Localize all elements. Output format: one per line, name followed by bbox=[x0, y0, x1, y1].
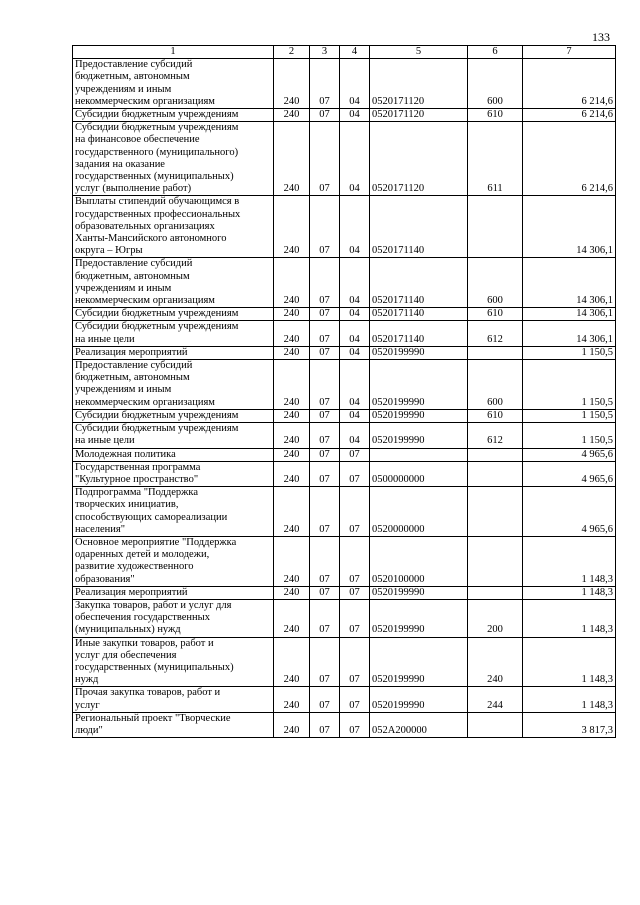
cell-vr bbox=[468, 586, 523, 599]
cell-name: Предоставление субсидий бюджетным, автономным учреждениям и иным некоммерческим организациям bbox=[73, 360, 274, 410]
cell-vr: 240 bbox=[468, 637, 523, 687]
cell-name: Субсидии бюджетным учреждениям на финансовое обеспечение государственного (муниципального) задания на оказание государственных (муниципальных) услуг (выполнение работ) bbox=[73, 122, 274, 196]
table-row bbox=[73, 258, 616, 308]
cell-name: Иные закупки товаров, работ и услуг для обеспечения государственных (муниципальных) нужд bbox=[73, 637, 274, 687]
header-col-7: 7 bbox=[523, 46, 616, 59]
cell-sum: 3 817,3 bbox=[523, 712, 616, 737]
cell-rz: 07 bbox=[310, 409, 340, 422]
cell-name: Субсидии бюджетным учреждениям bbox=[73, 409, 274, 422]
cell-csr: 0520171120 bbox=[370, 122, 468, 196]
cell-pr: 04 bbox=[340, 308, 370, 321]
cell-csr: 052A200000 bbox=[370, 712, 468, 737]
cell-name: Реализация мероприятий bbox=[73, 346, 274, 359]
cell-csr: 0520171120 bbox=[370, 59, 468, 109]
cell-sum: 14 306,1 bbox=[523, 258, 616, 308]
cell-ved: 240 bbox=[274, 461, 310, 486]
cell-rz: 07 bbox=[310, 59, 340, 109]
cell-ved: 240 bbox=[274, 586, 310, 599]
header-col-1: 1 bbox=[73, 46, 274, 59]
cell-ved: 240 bbox=[274, 321, 310, 346]
cell-sum: 1 150,5 bbox=[523, 360, 616, 410]
cell-pr: 04 bbox=[340, 346, 370, 359]
cell-csr: 0500000000 bbox=[370, 461, 468, 486]
table-row bbox=[73, 423, 616, 448]
table-row bbox=[73, 487, 616, 537]
cell-rz: 07 bbox=[310, 423, 340, 448]
cell-name: Субсидии бюджетным учреждениям bbox=[73, 308, 274, 321]
cell-rz: 07 bbox=[310, 461, 340, 486]
table-row bbox=[73, 687, 616, 712]
cell-rz: 07 bbox=[310, 448, 340, 461]
cell-rz: 07 bbox=[310, 258, 340, 308]
cell-pr: 04 bbox=[340, 423, 370, 448]
table-row bbox=[73, 536, 616, 586]
table-row bbox=[73, 461, 616, 486]
cell-sum: 14 306,1 bbox=[523, 308, 616, 321]
cell-ved: 240 bbox=[274, 122, 310, 196]
cell-rz: 07 bbox=[310, 586, 340, 599]
table-row bbox=[73, 196, 616, 258]
cell-vr: 610 bbox=[468, 409, 523, 422]
cell-ved: 240 bbox=[274, 599, 310, 637]
cell-ved: 240 bbox=[274, 258, 310, 308]
table-row bbox=[73, 599, 616, 637]
cell-csr: 0520199990 bbox=[370, 360, 468, 410]
cell-pr: 04 bbox=[340, 122, 370, 196]
cell-rz: 07 bbox=[310, 321, 340, 346]
cell-csr: 0520199990 bbox=[370, 637, 468, 687]
cell-ved: 240 bbox=[274, 712, 310, 737]
cell-vr: 612 bbox=[468, 321, 523, 346]
cell-ved: 240 bbox=[274, 536, 310, 586]
cell-vr: 611 bbox=[468, 122, 523, 196]
cell-sum: 14 306,1 bbox=[523, 196, 616, 258]
cell-csr: 0520171140 bbox=[370, 308, 468, 321]
cell-name: Молодежная политика bbox=[73, 448, 274, 461]
cell-pr: 07 bbox=[340, 461, 370, 486]
table-row bbox=[73, 409, 616, 422]
cell-vr bbox=[468, 536, 523, 586]
cell-rz: 07 bbox=[310, 360, 340, 410]
cell-ved: 240 bbox=[274, 109, 310, 122]
cell-sum: 4 965,6 bbox=[523, 487, 616, 537]
cell-name: Прочая закупка товаров, работ и услуг bbox=[73, 687, 274, 712]
cell-rz: 07 bbox=[310, 637, 340, 687]
header-col-5: 5 bbox=[370, 46, 468, 59]
cell-csr: 0520199990 bbox=[370, 409, 468, 422]
cell-csr: 0520171140 bbox=[370, 196, 468, 258]
cell-sum: 1 150,5 bbox=[523, 346, 616, 359]
cell-rz: 07 bbox=[310, 308, 340, 321]
cell-ved: 240 bbox=[274, 423, 310, 448]
table-row bbox=[73, 448, 616, 461]
cell-pr: 07 bbox=[340, 448, 370, 461]
cell-sum: 6 214,6 bbox=[523, 122, 616, 196]
cell-rz: 07 bbox=[310, 487, 340, 537]
cell-sum: 1 148,3 bbox=[523, 687, 616, 712]
table-row bbox=[73, 321, 616, 346]
cell-pr: 07 bbox=[340, 536, 370, 586]
cell-vr: 612 bbox=[468, 423, 523, 448]
cell-vr: 610 bbox=[468, 109, 523, 122]
cell-vr bbox=[468, 461, 523, 486]
cell-rz: 07 bbox=[310, 346, 340, 359]
cell-sum: 14 306,1 bbox=[523, 321, 616, 346]
page-number: 133 bbox=[592, 30, 610, 44]
cell-rz: 07 bbox=[310, 599, 340, 637]
cell-sum: 6 214,6 bbox=[523, 59, 616, 109]
table-row bbox=[73, 59, 616, 109]
cell-sum: 1 148,3 bbox=[523, 586, 616, 599]
cell-vr bbox=[468, 196, 523, 258]
cell-rz: 07 bbox=[310, 536, 340, 586]
cell-vr: 600 bbox=[468, 258, 523, 308]
table-row bbox=[73, 308, 616, 321]
cell-name: Предоставление субсидий бюджетным, автономным учреждениям и иным некоммерческим организациям bbox=[73, 258, 274, 308]
cell-pr: 04 bbox=[340, 409, 370, 422]
cell-csr: 0520199990 bbox=[370, 586, 468, 599]
cell-sum: 1 148,3 bbox=[523, 637, 616, 687]
cell-csr: 0520100000 bbox=[370, 536, 468, 586]
header-col-6: 6 bbox=[468, 46, 523, 59]
cell-pr: 07 bbox=[340, 712, 370, 737]
cell-ved: 240 bbox=[274, 448, 310, 461]
cell-pr: 07 bbox=[340, 599, 370, 637]
cell-sum: 1 150,5 bbox=[523, 409, 616, 422]
cell-csr: 0520171120 bbox=[370, 109, 468, 122]
table-row bbox=[73, 122, 616, 196]
cell-vr bbox=[468, 448, 523, 461]
cell-ved: 240 bbox=[274, 637, 310, 687]
cell-ved: 240 bbox=[274, 346, 310, 359]
cell-pr: 04 bbox=[340, 360, 370, 410]
cell-ved: 240 bbox=[274, 487, 310, 537]
cell-pr: 07 bbox=[340, 687, 370, 712]
cell-rz: 07 bbox=[310, 109, 340, 122]
cell-pr: 04 bbox=[340, 59, 370, 109]
table-row bbox=[73, 346, 616, 359]
cell-sum: 6 214,6 bbox=[523, 109, 616, 122]
cell-ved: 240 bbox=[274, 687, 310, 712]
cell-name: Реализация мероприятий bbox=[73, 586, 274, 599]
header-col-3: 3 bbox=[310, 46, 340, 59]
cell-csr: 0520000000 bbox=[370, 487, 468, 537]
table-row bbox=[73, 360, 616, 410]
cell-vr: 610 bbox=[468, 308, 523, 321]
header-col-4: 4 bbox=[340, 46, 370, 59]
table-row bbox=[73, 109, 616, 122]
cell-vr: 600 bbox=[468, 360, 523, 410]
cell-ved: 240 bbox=[274, 308, 310, 321]
cell-csr: 0520199990 bbox=[370, 599, 468, 637]
cell-sum: 1 148,3 bbox=[523, 599, 616, 637]
cell-pr: 04 bbox=[340, 321, 370, 346]
cell-vr: 600 bbox=[468, 59, 523, 109]
table-row bbox=[73, 586, 616, 599]
cell-pr: 04 bbox=[340, 258, 370, 308]
cell-sum: 1 150,5 bbox=[523, 423, 616, 448]
cell-rz: 07 bbox=[310, 712, 340, 737]
cell-sum: 4 965,6 bbox=[523, 461, 616, 486]
cell-csr: 0520171140 bbox=[370, 258, 468, 308]
cell-name: Субсидии бюджетным учреждениям bbox=[73, 109, 274, 122]
cell-pr: 07 bbox=[340, 637, 370, 687]
cell-vr: 244 bbox=[468, 687, 523, 712]
cell-name: Субсидии бюджетным учреждениям на иные цели bbox=[73, 423, 274, 448]
cell-csr: 0520171140 bbox=[370, 321, 468, 346]
cell-name: Государственная программа "Культурное пространство" bbox=[73, 461, 274, 486]
cell-name: Основное мероприятие "Поддержка одаренных детей и молодежи, развитие художественного образования" bbox=[73, 536, 274, 586]
cell-ved: 240 bbox=[274, 196, 310, 258]
cell-name: Предоставление субсидий бюджетным, автономным учреждениям и иным некоммерческим организациям bbox=[73, 59, 274, 109]
cell-ved: 240 bbox=[274, 409, 310, 422]
table-row bbox=[73, 712, 616, 737]
cell-name: Подпрограмма "Поддержка творческих инициатив, способствующих самореализации населения" bbox=[73, 487, 274, 537]
cell-rz: 07 bbox=[310, 687, 340, 712]
cell-pr: 04 bbox=[340, 196, 370, 258]
cell-name: Закупка товаров, работ и услуг для обеспечения государственных (муниципальных) нужд bbox=[73, 599, 274, 637]
cell-vr bbox=[468, 487, 523, 537]
cell-vr bbox=[468, 346, 523, 359]
cell-csr: 0520199990 bbox=[370, 687, 468, 712]
cell-sum: 4 965,6 bbox=[523, 448, 616, 461]
table-body bbox=[73, 59, 616, 738]
cell-ved: 240 bbox=[274, 59, 310, 109]
cell-name: Субсидии бюджетным учреждениям на иные цели bbox=[73, 321, 274, 346]
cell-csr: 0520199990 bbox=[370, 423, 468, 448]
header-col-2: 2 bbox=[274, 46, 310, 59]
table-row bbox=[73, 637, 616, 687]
cell-name: Региональный проект "Творческие люди" bbox=[73, 712, 274, 737]
cell-vr: 200 bbox=[468, 599, 523, 637]
budget-table bbox=[72, 45, 616, 738]
cell-rz: 07 bbox=[310, 196, 340, 258]
cell-csr bbox=[370, 448, 468, 461]
cell-pr: 04 bbox=[340, 109, 370, 122]
cell-pr: 07 bbox=[340, 586, 370, 599]
cell-pr: 07 bbox=[340, 487, 370, 537]
cell-vr bbox=[468, 712, 523, 737]
cell-name: Выплаты стипендий обучающимся в государственных профессиональных образовательных организациях Ханты-Мансийского автономного округа – Югры bbox=[73, 196, 274, 258]
cell-csr: 0520199990 bbox=[370, 346, 468, 359]
cell-rz: 07 bbox=[310, 122, 340, 196]
cell-sum: 1 148,3 bbox=[523, 536, 616, 586]
cell-ved: 240 bbox=[274, 360, 310, 410]
table-header-row bbox=[73, 46, 616, 59]
